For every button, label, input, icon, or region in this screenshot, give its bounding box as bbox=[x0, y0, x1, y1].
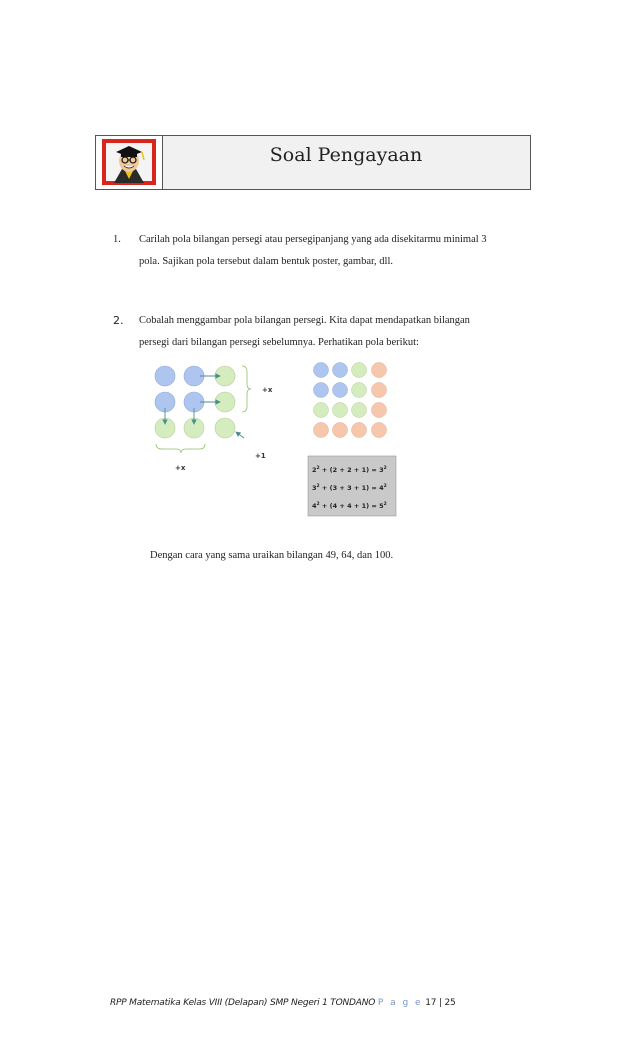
label-plus-one: +1 bbox=[255, 452, 266, 460]
equations-box bbox=[308, 456, 396, 516]
equation-2: $3^2 + (3 + 3 + 1) = 4^2$ bbox=[312, 484, 387, 492]
equation-3: $4^2 + (4 + 4 + 1) = 5^2$ bbox=[312, 502, 387, 510]
square-number-pattern-figure bbox=[150, 362, 410, 522]
page-separator: | bbox=[439, 998, 442, 1008]
list-item-number: 1. bbox=[113, 234, 121, 245]
right-circle-grid bbox=[314, 363, 387, 438]
equation-1: $2^2 + (2 + 2 + 1) = 3^2$ bbox=[312, 466, 387, 474]
list-item-2 bbox=[113, 310, 523, 354]
page-label: P a g e bbox=[377, 998, 423, 1008]
green-circle bbox=[215, 418, 235, 438]
header-box bbox=[95, 135, 531, 190]
graduate-cartoon-logo bbox=[102, 139, 156, 185]
list-item-1 bbox=[113, 229, 523, 273]
blue-circle bbox=[155, 366, 175, 386]
page-current: 17 bbox=[425, 998, 437, 1008]
footer-text: RPP Matematika Kelas VIII (Delapan) SMP Negeri 1 TONDANO bbox=[110, 998, 376, 1008]
label-plus-x-bottom: +x bbox=[175, 464, 186, 472]
page-footer bbox=[110, 998, 456, 1008]
list-item-line: persegi dari bilangan persegi sebelumnya. Perhatikan pola berikut: bbox=[139, 337, 419, 348]
list-item-line: Carilah pola bilangan persegi atau persegipanjang yang ada disekitarmu minimal 3 bbox=[139, 234, 487, 245]
page-title: Soal Pengayaan bbox=[269, 144, 423, 166]
instruction-text: Dengan cara yang sama uraikan bilangan 49, 64, dan 100. bbox=[150, 550, 394, 561]
list-item-text bbox=[139, 310, 523, 354]
list-item-line: Cobalah menggambar pola bilangan persegi. Kita dapat mendapatkan bilangan bbox=[139, 315, 470, 326]
label-plus-x-right: +x bbox=[262, 386, 273, 394]
list-item-number: 2. bbox=[113, 314, 124, 327]
list-item-line: pola. Sajikan pola tersebut dalam bentuk poster, gambar, dll. bbox=[139, 256, 394, 267]
page-total: 25 bbox=[444, 998, 456, 1008]
list-item-text bbox=[139, 229, 523, 273]
left-circle-grid bbox=[155, 366, 273, 472]
logo-cell bbox=[96, 136, 163, 189]
